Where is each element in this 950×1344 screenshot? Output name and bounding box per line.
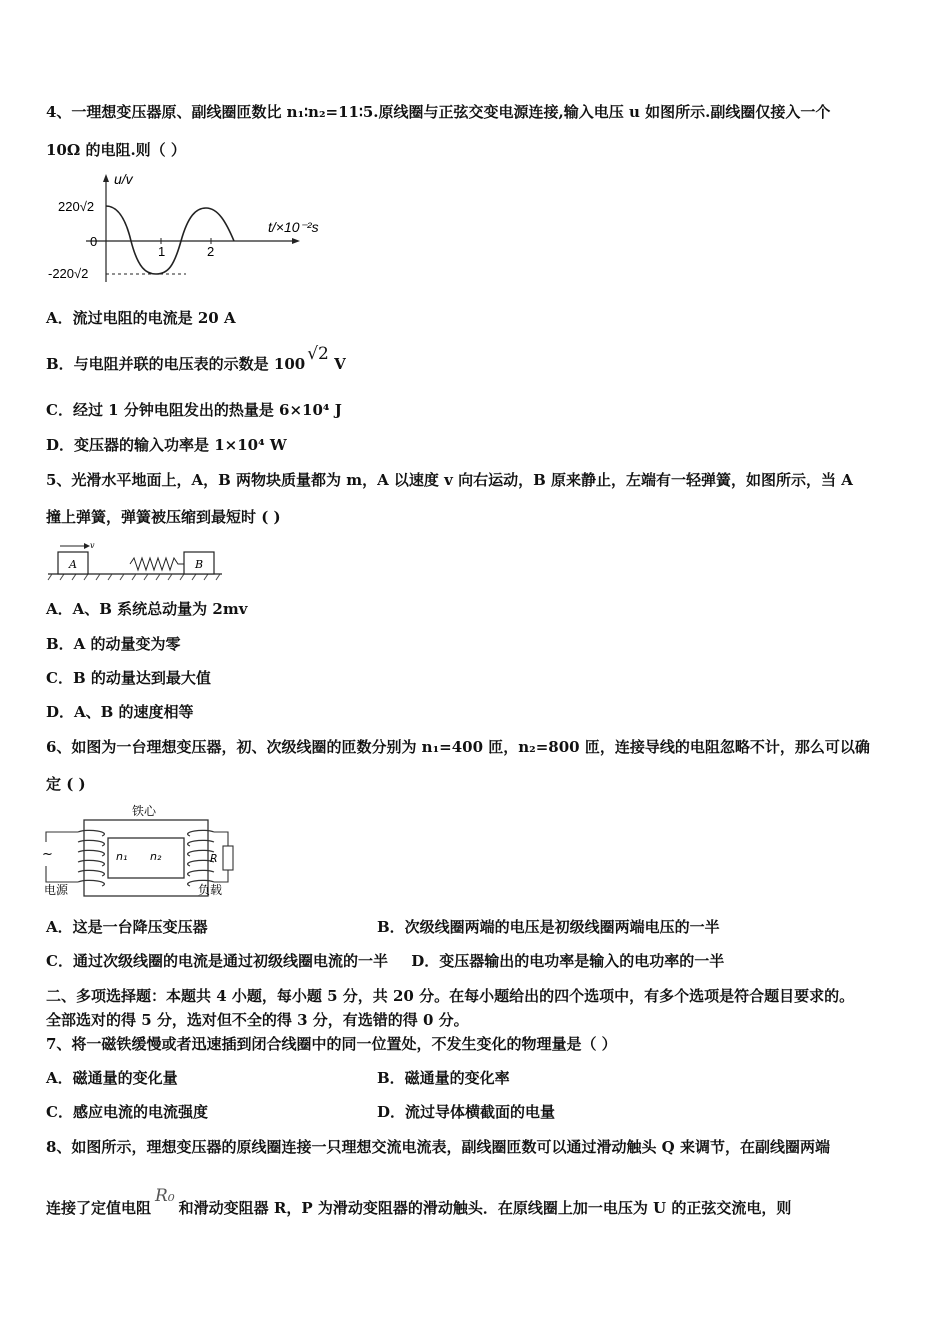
q8-stem-text-pre: 连接了定值电阻 [46, 1199, 152, 1217]
graph-x-tick-2: 2 [207, 244, 215, 259]
n1-label: n₁ [116, 850, 128, 863]
q6-stem-line-1: 6、如图为一台理想变压器，初、次级线圈的匝数分别为 n₁=400 匝，n₂=800 匝，连接导线的电阻忽略不计，那么可以确 [46, 738, 870, 756]
q5-option-b: B．A 的动量变为零 [46, 635, 181, 653]
block-b-label: B [195, 558, 204, 571]
q8-stem-line-1: 8、如图所示，理想变压器的原线圈连接一只理想交流电流表，副线圈匝数可以通过滑动触头 Q 来调节，在副线圈两端 [46, 1138, 830, 1156]
q7-option-d: D．流过导体横截面的电量 [377, 1103, 556, 1121]
q5-option-a: A．A、B 系统总动量为 2mv [46, 600, 248, 618]
q8-stem-line-2 [46, 1186, 910, 1218]
q5-option-c: C．B 的动量达到最大值 [46, 669, 211, 687]
q4-option-c: C．经过 1 分钟电阻发出的热量是 6×10⁴ J [46, 401, 342, 419]
q7-option-c: C．感应电流的电流强度 [46, 1103, 208, 1121]
graph-y-zero-label: 0 [90, 234, 98, 249]
q6-option-d: D．变压器输出的电功率是输入的电功率的一半 [411, 952, 725, 970]
graph-x-tick-1: 1 [158, 244, 166, 259]
q4-option-a: A．流过电阻的电流是 20 A [46, 309, 236, 327]
q4-option-b [46, 344, 910, 374]
q8-stem-text-post: 和滑动变阻器 R，P 为滑动变阻器的滑动触头．在原线圈上加一电压为 U 的正弦交流电，则 [178, 1199, 792, 1217]
n2-label: n₂ [150, 850, 162, 863]
graph-y-min-label: -220√2 [48, 266, 89, 281]
graph-x-label: t/×10⁻²s [268, 219, 319, 235]
core-label: 铁心 [132, 804, 157, 818]
source-label: 电源 [44, 883, 69, 897]
q6-transformer-figure [42, 802, 242, 900]
q5-option-d: D．A、B 的速度相等 [46, 703, 194, 721]
graph-y-max-label: 220√2 [58, 199, 95, 214]
q4-option-b-sqrt: √2 [307, 344, 329, 364]
q4-stem-line-1: 4、一理想变压器原、副线圈匝数比 n₁∶n₂=11∶5.原线圈与正弦交变电源连接,输入电压 u 如图所示.副线圈仅接入一个 [46, 103, 831, 121]
q6-option-c: C．通过次级线圈的电流是通过初级线圈电流的一半 [46, 952, 388, 970]
section2-line-1: 二、多项选择题：本题共 4 小题，每小题 5 分，共 20 分。在每小题给出的四个选项中，有多个选项是符合题目要求的。 [46, 987, 855, 1005]
graph-y-label: u/v [114, 171, 133, 187]
q7-option-row-2 [46, 1102, 910, 1122]
q5-stem-line-1: 5、光滑水平地面上，A，B 两物块质量都为 m，A 以速度 v 向右运动，B 原来静止，左端有一轻弹簧，如图所示，当 A [46, 471, 853, 489]
q4-option-d: D．变压器的输入功率是 1×10⁴ W [46, 436, 287, 454]
resistor-label: R [210, 852, 218, 865]
q5-stem-line-2: 撞上弹簧，弹簧被压缩到最短时 ( ) [46, 508, 281, 526]
q4-voltage-graph [46, 170, 336, 290]
ac-source-icon: ~ [42, 847, 53, 862]
q8-r0-symbol: R₀ [155, 1186, 175, 1206]
q4-stem-line-2: 10Ω 的电阻.则（ ） [46, 141, 186, 159]
q4-option-b-text: B．与电阻并联的电压表的示数是 100 [46, 355, 306, 373]
q6-option-row-2 [46, 951, 910, 971]
load-label: 负载 [198, 883, 223, 897]
q7-option-row-1 [46, 1068, 910, 1088]
section2-line-2: 全部选对的得 5 分，选对但不全的得 3 分，有选错的得 0 分。 [46, 1011, 469, 1029]
block-a-label: A [69, 558, 77, 571]
q7-option-b: B．磁通量的变化率 [377, 1069, 510, 1087]
q6-option-row-1 [46, 917, 910, 937]
q7-stem: 7、将一磁铁缓慢或者迅速插到闭合线圈中的同一位置处，不发生变化的物理量是（ ） [46, 1035, 617, 1053]
q6-option-b: B．次级线圈两端的电压是初级线圈两端电压的一半 [377, 918, 720, 936]
q5-spring-figure [46, 540, 226, 584]
q6-stem-line-2: 定 ( ) [46, 775, 86, 793]
q6-option-a: A．这是一台降压变压器 [46, 918, 208, 936]
q7-option-a: A．磁通量的变化量 [46, 1069, 178, 1087]
velocity-label: v [90, 541, 95, 550]
q4-option-b-unit: V [328, 355, 346, 373]
